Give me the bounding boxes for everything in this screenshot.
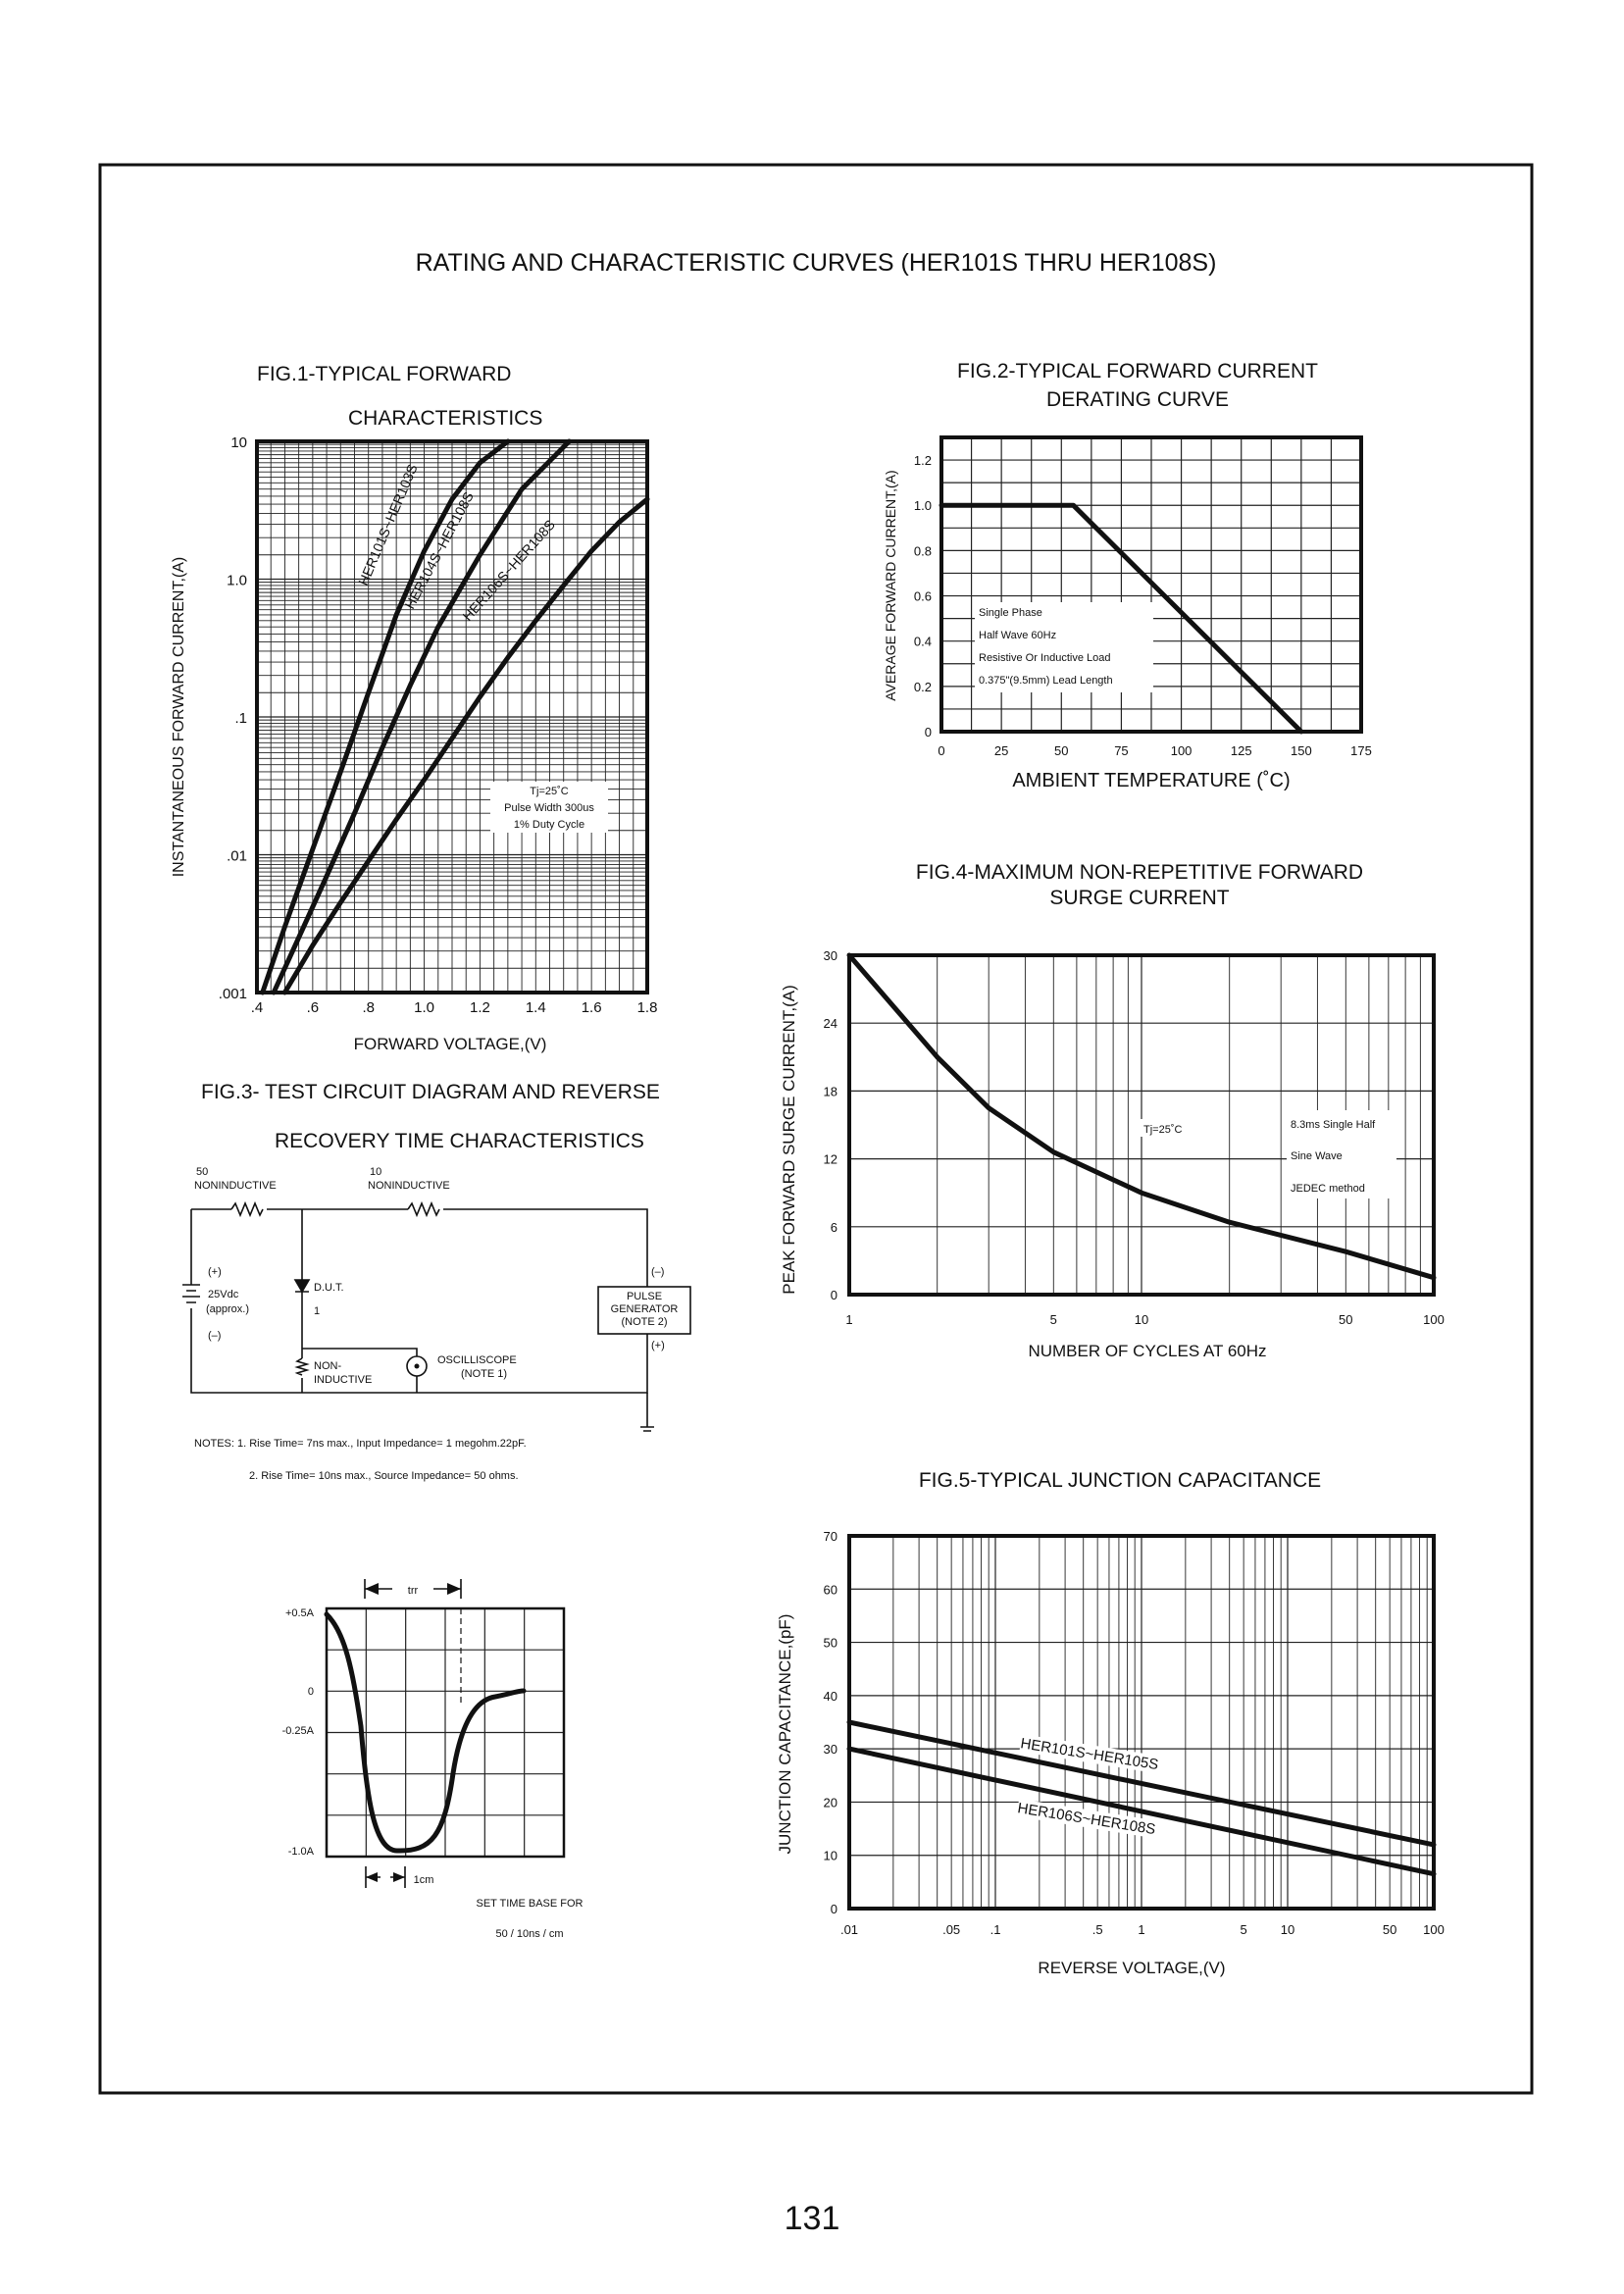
- fig3-note1: NOTES: 1. Rise Time= 7ns max., Input Impedance= 1 megohm.22pF.: [194, 1438, 527, 1450]
- fig1-title-line2: CHARACTERISTICS: [348, 407, 543, 430]
- fig2-x-tick-label: 125: [1230, 743, 1252, 758]
- fig1-chart: [171, 363, 657, 1053]
- fig5-chart: [776, 1469, 1445, 1977]
- r3-label1: NON-: [314, 1360, 342, 1372]
- fig1-y-tick-label: .001: [218, 986, 247, 1002]
- fig3-title-line2: RECOVERY TIME CHARACTERISTICS: [275, 1130, 644, 1152]
- fig1-x-tick-label: 1.0: [414, 999, 435, 1016]
- fig4-chart: [780, 861, 1445, 1360]
- fig5-y-tick-label: 40: [823, 1688, 837, 1704]
- fig4-y-tick-label: 0: [830, 1288, 837, 1302]
- battery-symbol: [182, 1285, 200, 1302]
- fig2-y-tick-label: 0.2: [913, 679, 932, 694]
- fig5-x-tick-label: 10: [1280, 1922, 1295, 1937]
- fig2-note-line4: 0.375"(9.5mm) Lead Length: [979, 675, 1113, 687]
- fig3-note2: 2. Rise Time= 10ns max., Source Impedance= 50 ohms.: [249, 1470, 519, 1482]
- fig2-y-tick-label: 1.0: [913, 498, 932, 514]
- fig2-x-tick-label: 0: [938, 743, 945, 758]
- fig4-x-tick-label: 50: [1339, 1312, 1353, 1327]
- fig4-note-temp: Tj=25˚C: [1143, 1124, 1183, 1136]
- fig4-title-line1: FIG.4-MAXIMUM NON-REPETITIVE FORWARD: [915, 861, 1364, 884]
- r2-value: 10: [370, 1166, 382, 1178]
- pulse-minus: (–): [651, 1266, 665, 1278]
- fig5-x-tick-label: .05: [942, 1922, 961, 1937]
- fig5-title: FIG.5-TYPICAL JUNCTION CAPACITANCE: [918, 1469, 1322, 1492]
- fig4-note-line3: JEDEC method: [1291, 1183, 1365, 1195]
- left-wire: [191, 1209, 647, 1393]
- fig1-x-tick-label: 1.4: [525, 999, 546, 1016]
- wave-y-label-zero: 0: [307, 1686, 314, 1698]
- fig5-y-tick-label: 20: [823, 1795, 837, 1810]
- pulse-label3: (NOTE 2): [621, 1316, 668, 1328]
- fig2-y-tick-label: 0.6: [913, 588, 932, 604]
- fig1-y-tick-label: 1.0: [227, 572, 247, 589]
- fig4-y-tick-label: 18: [823, 1084, 837, 1099]
- fig5-y-tick-label: 30: [823, 1742, 837, 1758]
- fig1-y-tick-label: .1: [234, 710, 247, 727]
- fig4-y-tick-label: 12: [823, 1151, 837, 1167]
- fig5-series2-label: HER106S~HER108S: [1016, 1800, 1157, 1839]
- trr-label: trr: [407, 1585, 419, 1597]
- fig2-xlabel: AMBIENT TEMPERATURE (˚C): [1012, 770, 1291, 791]
- fig2-y-tick-label: 1.2: [913, 453, 932, 469]
- scope-label2: (NOTE 1): [461, 1368, 508, 1380]
- fig2-title-line1: FIG.2-TYPICAL FORWARD CURRENT: [957, 360, 1318, 382]
- resistor-r2: [408, 1203, 439, 1215]
- fig3-circuit: [182, 1081, 690, 1482]
- fig1-ylabel: INSTANTANEOUS FORWARD CURRENT,(A): [171, 556, 187, 878]
- resistor-r3: [297, 1358, 307, 1375]
- fig5-y-tick-label: 70: [823, 1529, 837, 1544]
- fig2-note-line2: Half Wave 60Hz: [979, 630, 1057, 641]
- fig1-xlabel: FORWARD VOLTAGE,(V): [353, 1035, 547, 1053]
- pulse-plus: (+): [651, 1340, 665, 1351]
- pulse-label2: GENERATOR: [610, 1303, 679, 1315]
- fig3-title-line1: FIG.3- TEST CIRCUIT DIAGRAM AND REVERSE: [201, 1081, 660, 1103]
- fig2-ylabel: AVERAGE FORWARD CURRENT,(A): [883, 470, 898, 701]
- fig4-ylabel: PEAK FORWARD SURGE CURRENT,(A): [780, 985, 798, 1295]
- fig5-grid: [849, 1536, 1434, 1909]
- fig1-note-line1: Tj=25˚C: [530, 786, 569, 797]
- fig1-x-tick-label: .6: [306, 999, 320, 1016]
- r3-value: 1: [314, 1305, 321, 1317]
- fig2-y-tick-label: 0.8: [913, 543, 932, 559]
- fig2-y-tick-label: 0.4: [913, 634, 932, 649]
- fig4-y-tick-label: 6: [830, 1219, 837, 1235]
- dut-diode-symbol: [295, 1280, 309, 1292]
- fig1-y-tick-label: 10: [230, 434, 247, 451]
- fig1-y-tick-label: .01: [227, 847, 247, 865]
- fig2-x-tick-label: 100: [1170, 743, 1193, 758]
- fig4-x-tick-label: 1: [845, 1312, 853, 1327]
- fig4-x-tick-label: 10: [1134, 1312, 1149, 1327]
- page-number: 131: [784, 2200, 840, 2237]
- source-approx: (approx.): [206, 1303, 250, 1315]
- fig5-y-tick-label: 50: [823, 1635, 837, 1651]
- fig5-series1-label: HER101S~HER105S: [1019, 1735, 1160, 1774]
- fig1-note-line2: Pulse Width 300us: [504, 802, 594, 814]
- fig5-x-tick-label: 1: [1138, 1922, 1145, 1937]
- fig5-x-tick-label: .5: [1091, 1922, 1103, 1937]
- fig1-x-tick-label: .4: [250, 999, 264, 1016]
- fig2-title-line2: DERATING CURVE: [1046, 388, 1229, 411]
- fig5-x-tick-label: 100: [1423, 1922, 1445, 1937]
- oscilloscope-center: [415, 1364, 420, 1369]
- r1-value: 50: [196, 1166, 209, 1178]
- fig1-title-line1: FIG.1-TYPICAL FORWARD: [257, 363, 512, 385]
- r1-label: NONINDUCTIVE: [194, 1180, 277, 1192]
- resistor-r1: [231, 1203, 263, 1215]
- fig2-x-tick-label: 25: [993, 743, 1009, 758]
- ground-symbol: [640, 1393, 654, 1431]
- fig5-tick-labels: [824, 1529, 1445, 1937]
- fig5-y-tick-label: 0: [830, 1902, 837, 1916]
- fig2-y-tick-label: 0: [924, 725, 932, 739]
- fig1-series2-label: HER104S~HER108S: [401, 488, 477, 612]
- scale-arrowheads: [366, 1872, 405, 1882]
- fig4-note-line2: Sine Wave: [1291, 1150, 1343, 1162]
- timebase-line1: SET TIME BASE FOR: [476, 1898, 584, 1910]
- fig2-x-tick-label: 50: [1054, 743, 1069, 758]
- fig2-x-tick-label: 75: [1114, 743, 1129, 758]
- fig5-x-tick-label: .1: [990, 1922, 1001, 1937]
- fig4-title-line2: SURGE CURRENT: [1049, 887, 1230, 909]
- timebase-line2: 50 / 10ns / cm: [495, 1928, 564, 1940]
- fig4-x-tick-label: 100: [1423, 1312, 1445, 1327]
- source-plus: (+): [208, 1266, 222, 1278]
- page-title: RATING AND CHARACTERISTIC CURVES (HER101S THRU HER108S): [415, 249, 1217, 277]
- fig5-x-tick-label: 5: [1240, 1922, 1247, 1937]
- dut-label: D.U.T.: [314, 1282, 344, 1294]
- fig5-x-tick-label: 50: [1382, 1922, 1397, 1937]
- fig5-y-tick-label: 60: [823, 1582, 837, 1598]
- fig2-note-line3: Resistive Or Inductive Load: [979, 652, 1111, 664]
- top-wire: [191, 1209, 647, 1287]
- fig4-xlabel: NUMBER OF CYCLES AT 60Hz: [1028, 1342, 1267, 1360]
- r2-label: NONINDUCTIVE: [368, 1180, 450, 1192]
- fig5-y-tick-label: 10: [823, 1848, 837, 1863]
- fig4-y-tick-label: 24: [823, 1016, 837, 1032]
- source-minus: (–): [208, 1330, 222, 1342]
- wave-y-label-top: +0.5A: [284, 1607, 314, 1619]
- fig1-x-tick-label: 1.2: [469, 999, 490, 1016]
- fig4-x-tick-label: 5: [1049, 1312, 1057, 1327]
- fig1-series1-label: HER101S~HER103S: [355, 461, 421, 588]
- r3-label2: INDUCTIVE: [314, 1374, 373, 1386]
- fig1-series3-label: HER106S~HER108S: [459, 516, 559, 625]
- fig1-x-tick-label: .8: [362, 999, 375, 1016]
- source-label: 25Vdc: [208, 1289, 239, 1300]
- scope-label1: OSCILLISCOPE: [437, 1354, 517, 1366]
- fig5-xlabel: REVERSE VOLTAGE,(V): [1038, 1959, 1226, 1977]
- fig1-x-tick-label: 1.6: [581, 999, 602, 1016]
- fig1-note-line3: 1% Duty Cycle: [513, 819, 585, 831]
- fig2-x-tick-label: 175: [1350, 743, 1372, 758]
- fig5-x-tick-label: .01: [839, 1922, 859, 1937]
- fig2-note-line1: Single Phase: [979, 607, 1042, 619]
- fig4-y-tick-label: 30: [823, 948, 837, 963]
- fig2-chart: [883, 360, 1372, 791]
- wave-y-label-bottom: -1.0A: [287, 1846, 314, 1858]
- scale-label: 1cm: [413, 1874, 434, 1886]
- fig2-x-tick-label: 150: [1291, 743, 1312, 758]
- fig4-note-line1: 8.3ms Single Half: [1291, 1119, 1376, 1131]
- wave-y-label-mid: -0.25A: [281, 1725, 314, 1737]
- fig1-x-tick-label: 1.8: [636, 999, 658, 1016]
- fig3-waveform: [282, 1579, 584, 1940]
- pulse-label1: PULSE: [626, 1291, 663, 1302]
- fig5-ylabel: JUNCTION CAPACITANCE,(pF): [776, 1613, 794, 1855]
